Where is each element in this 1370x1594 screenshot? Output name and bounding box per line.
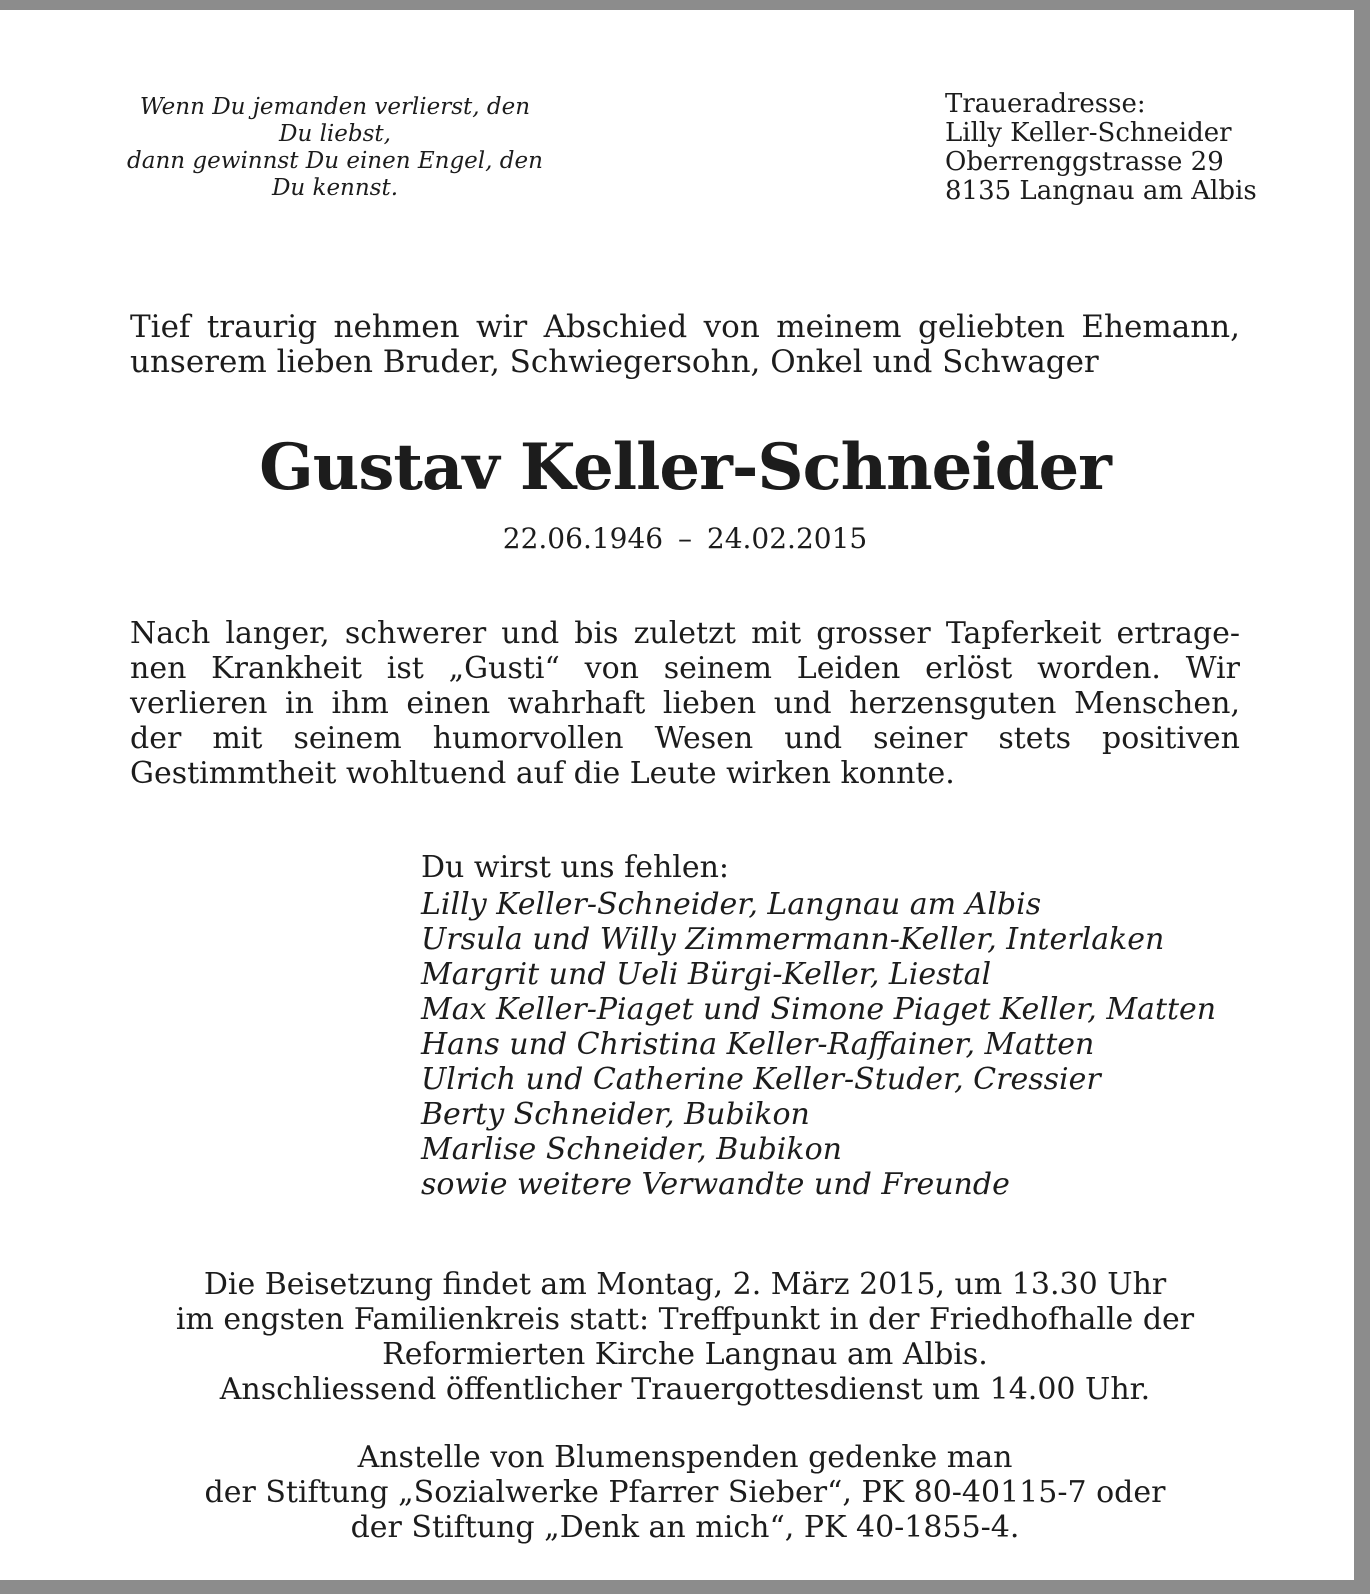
funeral-info — [0, 1267, 1370, 1407]
quote-line: dann gewinnst Du einen Engel, den — [127, 148, 543, 174]
mourner-item: Margrit und Ueli Bürgi-Keller, Liestal — [421, 957, 992, 992]
mourner-item: Ursula und Willy Zimmermann-Keller, Interlaken — [421, 922, 1165, 957]
address-name: Lilly Keller-Schneider — [945, 118, 1232, 148]
donation-info — [0, 1440, 1370, 1545]
tribute-text — [130, 616, 1240, 791]
life-dates: 22.06.1946 – 24.02.2015 — [502, 522, 868, 555]
mourner-names — [421, 887, 1321, 1202]
funeral-line: im engsten Familienkreis statt: Treffpunkt in der Friedhofhalle der — [175, 1302, 1195, 1337]
quote-line: Du kennst. — [271, 175, 399, 201]
intro-line: Tief traurig nehmen wir Abschied von meinem geliebten Ehemann, — [130, 309, 1240, 345]
donation-line: der Stiftung „Denk an mich“, PK 40-1855-4. — [350, 1510, 1020, 1545]
mourner-item: Max Keller-Piaget und Simone Piaget Keller, Matten — [421, 992, 1217, 1027]
tribute-line: nen Krankheit ist „Gusti“ von seinem Leiden erlöst worden. Wir — [130, 651, 1240, 686]
address-street: Oberrenggstrasse 29 — [945, 147, 1224, 177]
address-label: Traueradresse: — [945, 89, 1146, 119]
tribute-line: Gestimmtheit wohltuend auf die Leute wirken konnte. — [130, 756, 955, 791]
obituary-page — [0, 10, 1354, 1580]
mourner-item: Lilly Keller-Schneider, Langnau am Albis — [421, 887, 1042, 922]
intro-text — [130, 310, 1240, 380]
mourning-address — [945, 90, 1305, 206]
intro-line: unserem lieben Bruder, Schwiegersohn, Onkel und Schwager — [130, 344, 1099, 380]
memorial-quote — [120, 94, 550, 202]
mourner-item: Hans und Christina Keller-Raffainer, Matten — [421, 1027, 1095, 1062]
mourner-item: Marlise Schneider, Bubikon — [421, 1132, 842, 1167]
tribute-line: Nach langer, schwerer und bis zuletzt mit grosser Tapferkeit ertrage- — [130, 616, 1240, 651]
mourners-list — [421, 850, 1321, 1202]
mourner-item: Berty Schneider, Bubikon — [421, 1097, 810, 1132]
quote-line: Du liebst, — [279, 121, 391, 147]
donation-line: Anstelle von Blumenspenden gedenke man — [357, 1440, 1013, 1475]
tribute-line: verlieren in ihm einen wahrhaft lieben und herzensguten Menschen, — [130, 686, 1240, 721]
address-city: 8135 Langnau am Albis — [945, 176, 1257, 206]
tribute-line: der mit seinem humorvollen Wesen und seiner stets positiven — [130, 721, 1240, 756]
funeral-line: Die Beisetzung findet am Montag, 2. März 2015, um 13.30 Uhr — [203, 1267, 1167, 1302]
donation-line: der Stiftung „Sozialwerke Pfarrer Sieber“, PK 80-40115-7 oder — [204, 1475, 1166, 1510]
funeral-line: Anschliessend öffentlicher Trauergottesdienst um 14.00 Uhr. — [219, 1372, 1151, 1407]
mourners-heading: Du wirst uns fehlen: — [421, 850, 730, 885]
mourner-item: Ulrich und Catherine Keller-Studer, Cressier — [421, 1062, 1101, 1097]
mourner-item: sowie weitere Verwandte und Freunde — [421, 1167, 1010, 1202]
funeral-line: Reformierten Kirche Langnau am Albis. — [382, 1337, 988, 1372]
quote-line: Wenn Du jemanden verlierst, den — [139, 94, 531, 120]
deceased-name: Gustav Keller-Schneider — [259, 430, 1111, 505]
